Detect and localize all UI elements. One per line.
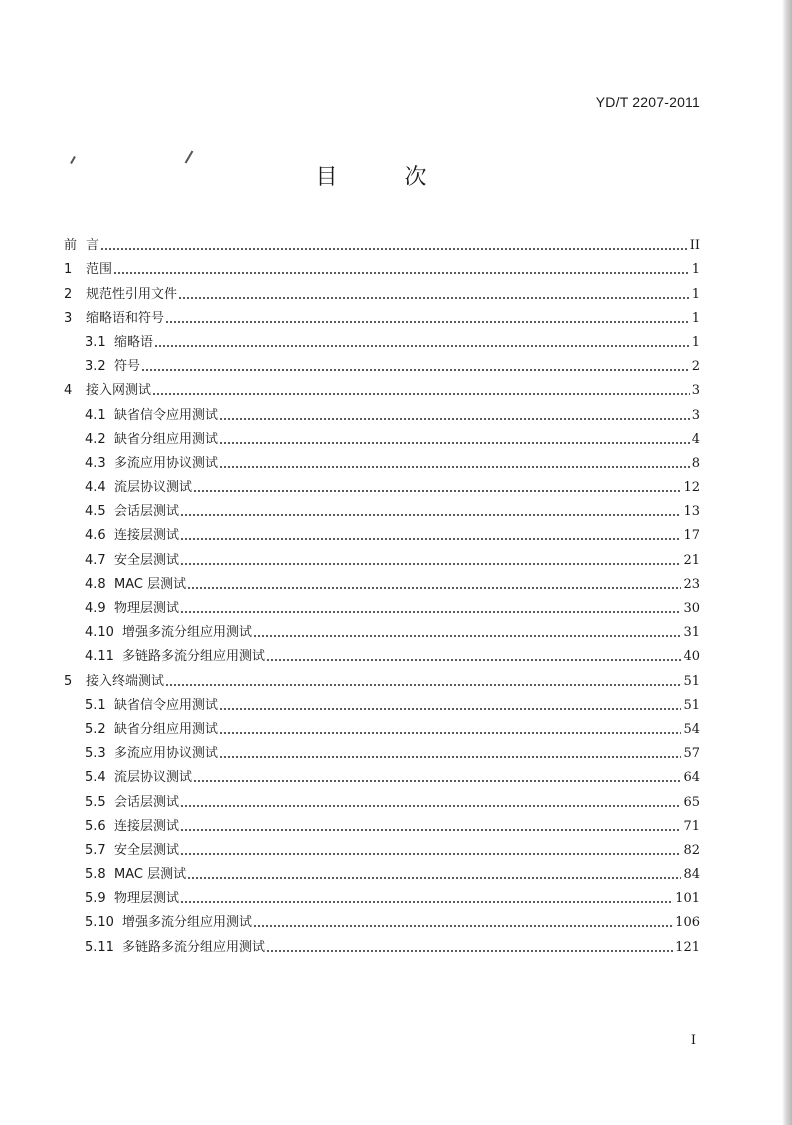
- dot-leader: [219, 442, 690, 444]
- toc-entry-number: 5.4: [85, 770, 106, 786]
- toc-entry-label: 缺省信令应用测试: [114, 697, 219, 713]
- toc-entry-page: 1: [691, 334, 700, 350]
- toc-entry-number: 4.7: [85, 552, 106, 568]
- toc-entry-number: 5.8: [85, 867, 106, 883]
- toc-entry-label: 缺省信令应用测试: [114, 407, 219, 423]
- toc-entry-page: 1: [691, 286, 700, 302]
- toc-entry-page: 51: [683, 673, 700, 689]
- toc-entry-label: 多流应用协议测试: [114, 455, 219, 471]
- toc-entry[interactable]: [64, 882, 700, 906]
- toc-entry-label: 接入终端测试: [86, 673, 165, 689]
- toc-entry[interactable]: [64, 253, 700, 277]
- toc-entry[interactable]: [64, 713, 700, 737]
- toc-entry-number: 5.2: [85, 721, 106, 737]
- toc-entry-page: 64: [683, 770, 700, 786]
- toc-entry-label: 会话层测试: [114, 504, 180, 520]
- dot-leader: [266, 659, 681, 661]
- toc-entry-number: 4.10: [85, 625, 114, 641]
- toc-entry[interactable]: [64, 350, 700, 374]
- toc-entry-number: 4.8: [85, 576, 106, 592]
- toc-entry-page: 1: [691, 310, 700, 326]
- toc-entry[interactable]: [64, 592, 700, 616]
- toc-entry-page: 82: [683, 842, 700, 858]
- toc-entry-page: 71: [683, 818, 700, 834]
- dot-leader: [180, 805, 681, 807]
- toc-entry-page: 3: [691, 383, 700, 399]
- toc-entry-page: 12: [683, 480, 700, 496]
- toc-entry-number: 4: [64, 383, 73, 399]
- dot-leader: [193, 490, 681, 492]
- toc-entry[interactable]: [64, 568, 700, 592]
- toc-entry-label: 会话层测试: [114, 794, 180, 810]
- toc-entry-page: 51: [683, 697, 700, 713]
- dot-leader: [219, 732, 681, 734]
- scan-edge-shadow: [782, 0, 792, 1125]
- toc-entry-page: 40: [683, 649, 700, 665]
- toc-entry-label: 安全层测试: [114, 842, 180, 858]
- toc-entry-label: 缺省分组应用测试: [114, 721, 219, 737]
- toc-entry-number: 4.2: [85, 431, 106, 447]
- toc-entry-label: 多链路多流分组应用测试: [122, 649, 266, 665]
- toc-entry[interactable]: [64, 810, 700, 834]
- dot-leader: [253, 635, 681, 637]
- toc-entry-number: 4.4: [85, 480, 106, 496]
- toc-entry-page: 8: [691, 455, 700, 471]
- toc-entry-page: II: [689, 238, 700, 254]
- toc-entry-number: 5.5: [85, 794, 106, 810]
- dot-leader: [100, 248, 688, 250]
- toc-entry-page: 57: [683, 746, 700, 762]
- dot-leader: [219, 756, 681, 758]
- toc-entry[interactable]: [64, 447, 700, 471]
- toc-entry-label: 连接层测试: [114, 818, 180, 834]
- dot-leader: [178, 297, 690, 299]
- dot-leader: [253, 925, 673, 927]
- toc-entry-label: 增强多流分组应用测试: [122, 625, 253, 641]
- toc-entry-label: 多流应用协议测试: [114, 746, 219, 762]
- table-of-contents: [64, 229, 700, 955]
- toc-entry-page: 13: [683, 504, 700, 520]
- toc-entry-page: 17: [683, 528, 700, 544]
- toc-entry-number: 4.5: [85, 504, 106, 520]
- toc-entry-page: 4: [691, 431, 700, 447]
- toc-entry[interactable]: [64, 374, 700, 398]
- toc-entry-number: 4.6: [85, 528, 106, 544]
- toc-entry-number: 前: [64, 238, 78, 254]
- dot-leader: [219, 466, 690, 468]
- toc-entry[interactable]: [64, 689, 700, 713]
- toc-entry-label: 安全层测试: [114, 552, 180, 568]
- dot-leader: [219, 708, 681, 710]
- toc-entry-label: 符号: [114, 359, 141, 375]
- dot-leader: [193, 780, 681, 782]
- toc-entry-label: MAC 层测试: [114, 867, 187, 883]
- toc-entry-number: 1: [64, 262, 73, 278]
- toc-entry-page: 21: [683, 552, 700, 568]
- toc-entry[interactable]: [64, 761, 700, 785]
- toc-entry-label: 流层协议测试: [114, 770, 193, 786]
- toc-entry-page: 54: [683, 721, 700, 737]
- toc-entry[interactable]: [64, 906, 700, 930]
- dot-leader: [180, 829, 681, 831]
- toc-entry-number: 5.7: [85, 842, 106, 858]
- toc-entry[interactable]: [64, 785, 700, 809]
- dot-leader: [180, 901, 673, 903]
- standard-id: YD/T 2207-2011: [595, 94, 700, 110]
- toc-entry-label: 物理层测试: [114, 601, 180, 616]
- toc-entry-number: 5: [64, 673, 73, 689]
- dot-leader: [152, 393, 690, 395]
- toc-entry-number: 3.1: [85, 334, 106, 350]
- toc-entry-page: 65: [683, 794, 700, 810]
- toc-entry-number: 4.9: [85, 601, 106, 616]
- toc-entry[interactable]: [64, 640, 700, 664]
- dot-leader: [180, 853, 681, 855]
- toc-entry-label: MAC 层测试: [114, 576, 187, 592]
- page-title: 目 次: [315, 165, 457, 190]
- toc-entry[interactable]: [64, 834, 700, 858]
- dot-leader: [187, 587, 681, 589]
- toc-entry-label: 物理层测试: [114, 891, 180, 907]
- dot-leader: [266, 950, 673, 952]
- toc-entry-number: 2: [64, 286, 73, 302]
- toc-entry-number: 3: [64, 310, 73, 326]
- toc-entry-label: 多链路多流分组应用测试: [122, 939, 266, 955]
- toc-entry-label: 接入网测试: [86, 383, 152, 399]
- toc-entry-page: 23: [683, 576, 700, 592]
- toc-entry-page: 106: [675, 915, 700, 931]
- dot-leader: [180, 514, 681, 516]
- toc-entry-number: 4.11: [85, 649, 114, 665]
- dot-leader: [113, 272, 690, 274]
- toc-entry-page: 1: [691, 262, 700, 278]
- toc-entry[interactable]: [64, 423, 700, 447]
- toc-entry-page: 2: [691, 359, 700, 375]
- toc-entry[interactable]: [64, 302, 700, 326]
- toc-entry[interactable]: [64, 326, 700, 350]
- toc-entry-page: 30: [683, 601, 700, 616]
- toc-entry-page: 121: [675, 939, 700, 955]
- toc-entry-number: 5.1: [85, 697, 106, 713]
- toc-entry-label: 缩略语和符号: [86, 310, 165, 326]
- toc-entry-number: 5.11: [85, 939, 114, 955]
- dot-leader: [141, 369, 690, 371]
- dot-leader: [219, 418, 690, 420]
- toc-entry-label: 缩略语: [114, 334, 154, 350]
- toc-entry[interactable]: [64, 277, 700, 301]
- dot-leader: [165, 321, 690, 323]
- dot-leader: [187, 877, 681, 879]
- dot-leader: [180, 611, 681, 613]
- toc-entry-page: 3: [691, 407, 700, 423]
- dot-leader: [180, 538, 681, 540]
- toc-entry[interactable]: [64, 495, 700, 519]
- toc-entry-number: 5.3: [85, 746, 106, 762]
- toc-entry-label: 规范性引用文件: [86, 286, 178, 302]
- toc-entry[interactable]: [64, 737, 700, 761]
- toc-entry[interactable]: [64, 664, 700, 688]
- toc-entry-page: 31: [683, 625, 700, 641]
- toc-entry-label: 连接层测试: [114, 528, 180, 544]
- dot-leader: [180, 563, 681, 565]
- toc-entry-label: 增强多流分组应用测试: [122, 915, 253, 931]
- dot-leader: [165, 684, 681, 686]
- dot-leader: [154, 345, 690, 347]
- toc-entry-label: 流层协议测试: [114, 480, 193, 496]
- toc-entry-number: 5.9: [85, 891, 106, 907]
- toc-entry-number: 5.6: [85, 818, 106, 834]
- toc-entry-label: 缺省分组应用测试: [114, 431, 219, 447]
- toc-entry[interactable]: [64, 930, 700, 954]
- toc-entry-label: 范围: [86, 262, 113, 278]
- toc-entry-label: 言: [86, 238, 100, 254]
- toc-entry[interactable]: [64, 229, 700, 253]
- toc-entry[interactable]: [64, 616, 700, 640]
- toc-entry[interactable]: [64, 543, 700, 567]
- toc-entry-number: 5.10: [85, 915, 114, 931]
- toc-entry[interactable]: [64, 858, 700, 882]
- toc-entry[interactable]: [64, 471, 700, 495]
- toc-entry-page: 84: [683, 867, 700, 883]
- toc-entry-number: 4.3: [85, 455, 106, 471]
- toc-entry-page: 101: [675, 891, 700, 907]
- toc-entry-number: 4.1: [85, 407, 106, 423]
- toc-entry-number: 3.2: [85, 359, 106, 375]
- toc-entry[interactable]: [64, 398, 700, 422]
- toc-entry[interactable]: [64, 519, 700, 543]
- footer-page-number: I: [690, 1033, 696, 1048]
